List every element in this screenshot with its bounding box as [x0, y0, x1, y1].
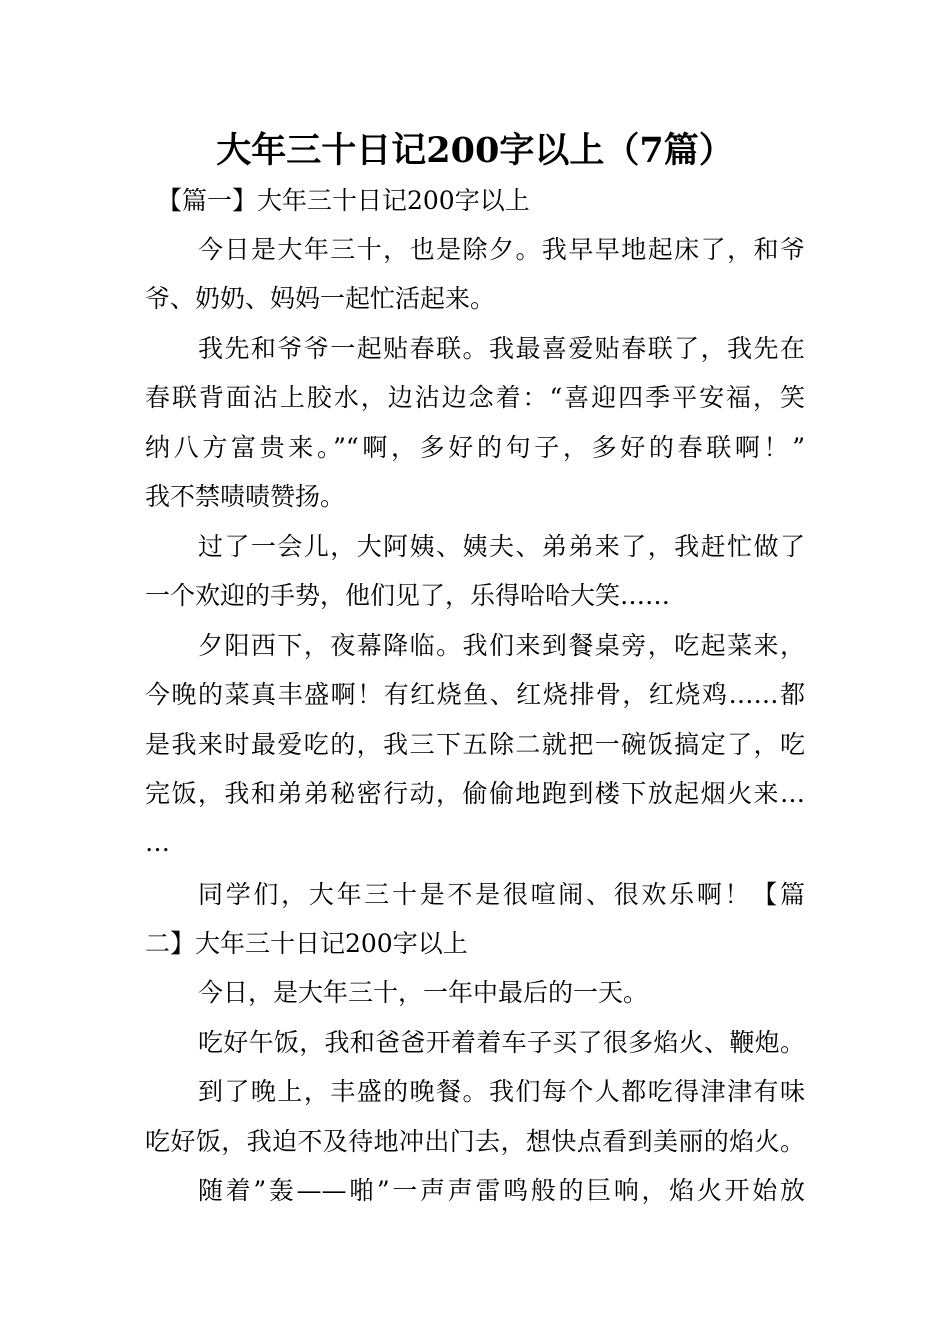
section-heading-1: 【篇一】大年三十日记200字以上	[157, 186, 530, 215]
paragraph-line: 我不禁啧啧赞扬。	[145, 482, 346, 511]
document-title: 大年三十日记200字以上（7篇）	[216, 130, 734, 171]
paragraph-line: 今晚的菜真丰盛啊！有红烧鱼、红烧排骨，红烧鸡……都	[145, 680, 805, 709]
paragraph-line: 随着”轰——啪”一声声雷鸣般的巨响，焰火开始放	[198, 1176, 805, 1205]
paragraph-line: 是我来时最爱吃的，我三下五除二就把一碗饭搞定了，吃	[145, 730, 805, 759]
paragraph-line: 过了一会儿，大阿姨、姨夫、弟弟来了，我赶忙做了	[198, 532, 805, 561]
paragraph-line: 到了晚上，丰盛的晚餐。我们每个人都吃得津津有味	[198, 1077, 805, 1106]
paragraph-line: 春联背面沾上胶水，边沾边念着：“喜迎四季平安福，笑	[145, 383, 805, 412]
paragraph-line: 吃好午饭，我和爸爸开着着车子买了很多焰火、鞭炮。	[198, 1028, 805, 1057]
paragraph-line: 纳八方富贵来。”“啊，多好的句子，多好的春联啊！”	[145, 433, 805, 462]
paragraph-line: 吃好饭，我迫不及待地冲出门去，想快点看到美丽的焰火。	[145, 1127, 805, 1156]
paragraph-line: 今日是大年三十，也是除夕。我早早地起床了，和爷	[198, 235, 805, 264]
paragraph-line: 我先和爷爷一起贴春联。我最喜爱贴春联了，我先在	[198, 334, 805, 363]
paragraph-line: 爷、奶奶、妈妈一起忙活起来。	[145, 284, 496, 313]
paragraph-line: …	[145, 828, 170, 857]
paragraph-line: 夕阳西下，夜幕降临。我们来到餐桌旁，吃起菜来，	[198, 631, 805, 660]
paragraph-line: 今日，是大年三十，一年中最后的一天。	[198, 978, 649, 1007]
section-heading-2: 二】大年三十日记200字以上	[145, 929, 468, 958]
paragraph-line: 完饭，我和弟弟秘密行动，偷偷地跑到楼下放起烟火来…	[145, 779, 805, 808]
paragraph-line: 一个欢迎的手势，他们见了，乐得哈哈大笑……	[145, 581, 671, 610]
paragraph-line: 同学们，大年三十是不是很喧闹、很欢乐啊！【篇	[198, 880, 805, 909]
